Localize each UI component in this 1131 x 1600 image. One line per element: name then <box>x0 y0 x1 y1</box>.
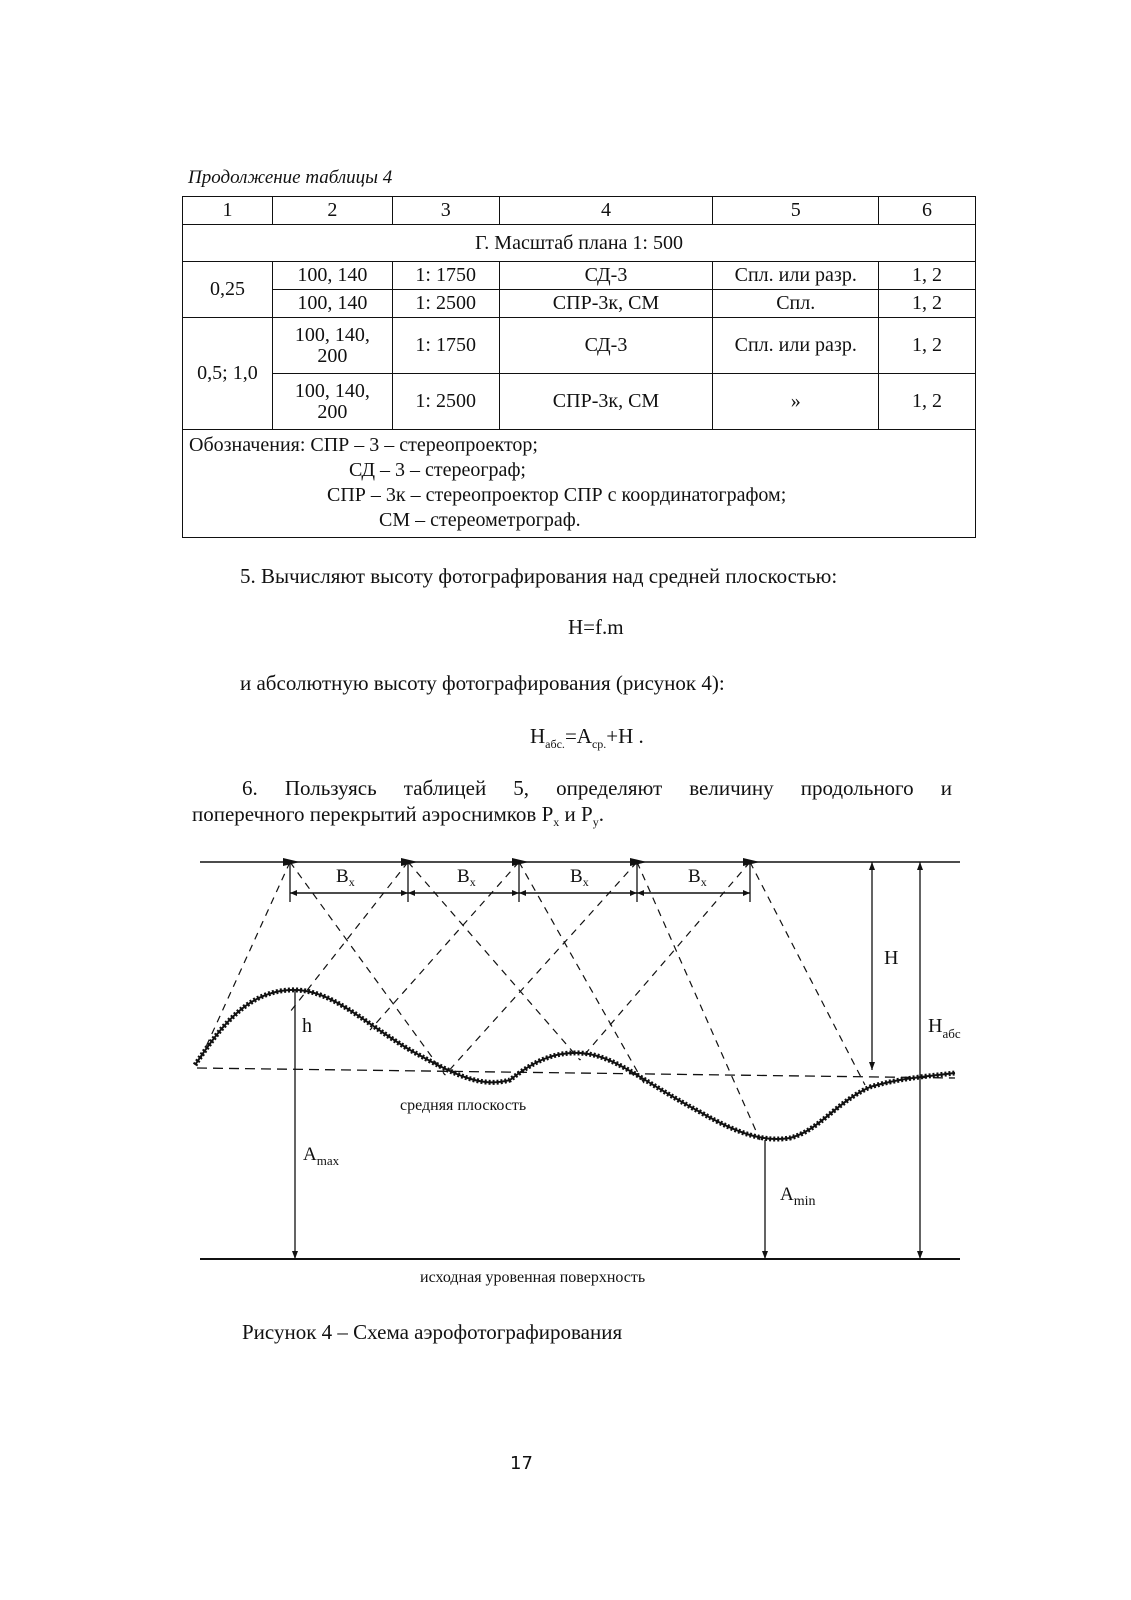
paragraph-line: 6. Пользуясь таблицей 5, определяют величину продольного и <box>242 776 952 800</box>
camera-rays <box>200 862 865 1140</box>
header-cell: 4 <box>499 197 713 225</box>
cell: СД-3 <box>499 262 713 290</box>
formula-text: =A <box>564 724 592 748</box>
note-line: Обозначения: СПР – 3 – стереопроектор; <box>189 434 538 456</box>
cell: 100, 140 <box>272 290 392 318</box>
paragraph-5b: и абсолютную высоту фотографирования (рисунок 4): <box>240 671 725 695</box>
cell: СД-3 <box>499 318 713 374</box>
label-h-flight: H <box>884 947 899 969</box>
cell: 100, 140, 200 <box>272 318 392 374</box>
cell: 100, 140 <box>272 262 392 290</box>
table-caption: Продолжение таблицы 4 <box>188 167 393 188</box>
sub-x: x <box>553 815 560 830</box>
cell: СПР-3к, СМ <box>499 290 713 318</box>
note-line: СПР – 3к – стереопроектор СПР с координатографом; <box>327 484 787 506</box>
cell: СПР-3к, СМ <box>499 374 713 430</box>
label-bx: $B_x$ <box>570 866 589 889</box>
formula-sub: ср. <box>591 737 607 752</box>
label-bx: $B_x$ <box>336 866 355 889</box>
cell: 1: 2500 <box>392 290 499 318</box>
cell: 1, 2 <box>879 262 976 290</box>
cell: 100, 140, 200 <box>272 374 392 430</box>
paragraph-5: 5. Вычисляют высоту фотографирования над средней плоскостью: <box>240 564 838 588</box>
label-mean-plane: средняя плоскость <box>400 1097 527 1114</box>
formula-sub: абс. <box>545 737 565 752</box>
label-amin: $A_{min}$ <box>780 1184 816 1209</box>
label-bx: $B_x$ <box>457 866 476 889</box>
label-amax: $A_{max}$ <box>303 1144 340 1168</box>
cell: 1: 1750 <box>392 318 499 374</box>
cell: Спл. <box>713 290 879 318</box>
cell: » <box>713 374 879 430</box>
mean-plane-line <box>197 1068 955 1078</box>
formula-text: +H . <box>606 724 644 748</box>
paragraph-line: поперечного перекрытий аэроснимков P <box>192 802 554 827</box>
formula-text: H <box>530 724 546 748</box>
section-title: Г. Масштаб плана 1: 500 <box>183 225 976 262</box>
base-ticks <box>290 862 750 902</box>
cell: 1, 2 <box>879 318 976 374</box>
label-bx: $B_x$ <box>688 866 707 889</box>
cell-height: 0,5; 1,0 <box>183 318 273 430</box>
cell: Спл. или разр. <box>713 318 879 374</box>
formula-h: H=f.m <box>568 615 624 639</box>
cell: Спл. или разр. <box>713 262 879 290</box>
paragraph-text: и P <box>559 802 593 827</box>
figure-caption: Рисунок 4 – Схема аэрофотографирования <box>242 1320 623 1344</box>
sub-y: y <box>592 815 599 830</box>
cell: 1, 2 <box>879 374 976 430</box>
header-cell: 5 <box>713 197 879 225</box>
header-cell: 2 <box>272 197 392 225</box>
label-habs: $H_{абс}$ <box>928 1015 961 1041</box>
cell: 1: 1750 <box>392 262 499 290</box>
cell: 1, 2 <box>879 290 976 318</box>
label-h-relief: h <box>302 1015 312 1037</box>
terrain-line <box>195 990 955 1139</box>
page-number: 17 <box>510 1453 533 1474</box>
header-cell: 3 <box>392 197 499 225</box>
paragraph-text: . <box>598 802 604 827</box>
header-cell: 6 <box>879 197 976 225</box>
cell-height: 0,25 <box>183 262 273 318</box>
note-line: СД – 3 – стереограф; <box>349 459 526 481</box>
note-line: СМ – стереометрограф. <box>379 509 581 531</box>
header-cell: 1 <box>183 197 273 225</box>
terrain-profile <box>195 990 955 1139</box>
label-reference-surface: исходная уровенная поверхность <box>420 1269 646 1286</box>
cell: 1: 2500 <box>392 374 499 430</box>
